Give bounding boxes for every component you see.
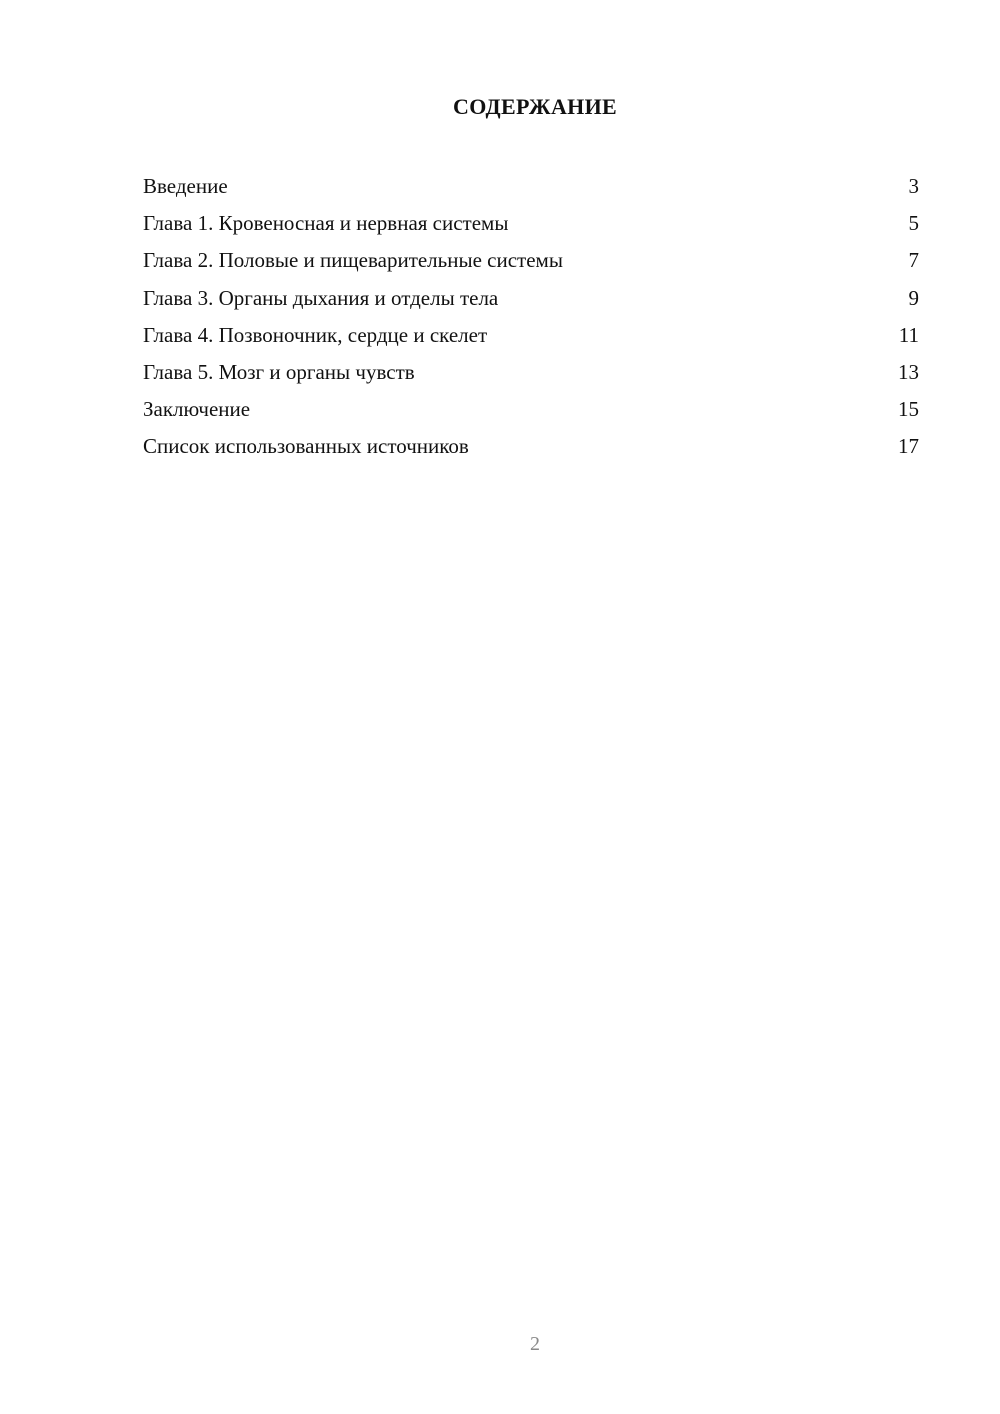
page-number: 2 [530, 1333, 540, 1355]
toc-entry-label: Список использованных источников [143, 434, 469, 459]
toc-entry-chapter-3 [143, 280, 919, 317]
toc-entry-page: 13 [898, 359, 919, 384]
toc-entry-page: 5 [908, 211, 919, 236]
toc-entry-label: Глава 1. Кровеносная и нервная системы [143, 211, 509, 236]
table-of-contents [143, 168, 919, 466]
toc-entry-label: Глава 4. Позвоночник, сердце и скелет [143, 322, 488, 347]
toc-entry-label: Глава 3. Органы дыхания и отделы тела [143, 285, 499, 310]
toc-entry-label: Заключение [143, 397, 251, 422]
toc-entry-chapter-4 [143, 317, 919, 354]
page-title: СОДЕРЖАНИЕ [453, 94, 617, 119]
toc-entry-references [143, 428, 919, 465]
toc-entry-introduction [143, 168, 919, 205]
toc-entry-chapter-2 [143, 242, 919, 279]
toc-entry-page: 9 [908, 285, 919, 310]
toc-entry-chapter-5 [143, 354, 919, 391]
toc-entry-label: Глава 2. Половые и пищеварительные системы [143, 248, 563, 273]
toc-entry-label: Глава 5. Мозг и органы чувств [143, 359, 415, 384]
toc-entry-conclusion [143, 391, 919, 428]
toc-entry-page: 7 [908, 248, 919, 273]
toc-entry-page: 3 [908, 174, 919, 198]
toc-entry-label: Введение [143, 174, 228, 198]
toc-entry-page: 11 [898, 322, 919, 347]
toc-entry-page: 17 [898, 434, 919, 459]
toc-entry-page: 15 [898, 397, 919, 422]
toc-entry-chapter-1 [143, 205, 919, 242]
